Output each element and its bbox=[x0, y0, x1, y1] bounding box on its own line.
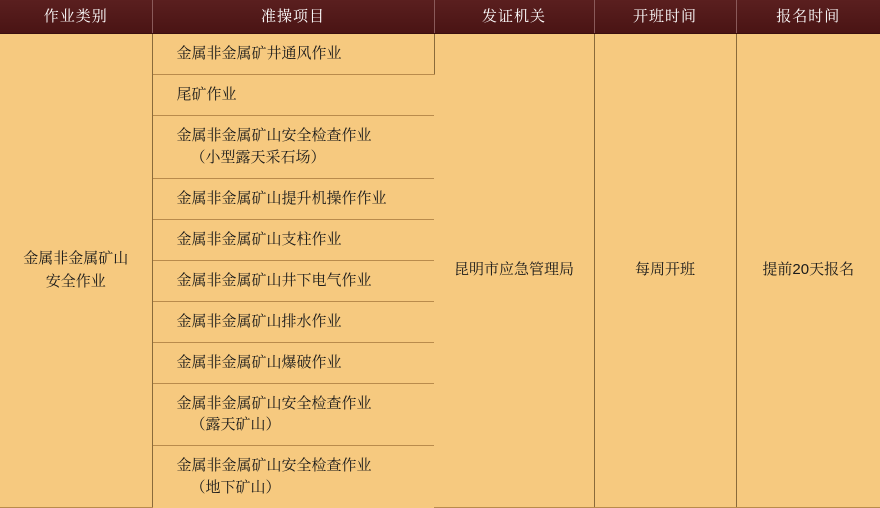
cell-item bbox=[152, 219, 434, 260]
item-line-1: 金属非金属矿山爆破作业 bbox=[176, 353, 342, 371]
item-line-1: 尾矿作业 bbox=[176, 86, 237, 104]
column-header-item: 准操项目 bbox=[152, 0, 434, 34]
table-row bbox=[0, 34, 880, 75]
table-body bbox=[0, 34, 880, 508]
column-header-authority: 发证机关 bbox=[434, 0, 594, 34]
category-line-2: 安全作业 bbox=[45, 272, 106, 290]
item-line-2: （小型露天采石场） bbox=[190, 148, 326, 166]
table-header bbox=[0, 0, 880, 34]
cell-item bbox=[152, 383, 434, 446]
cell-item bbox=[152, 116, 434, 179]
cell-category bbox=[0, 34, 152, 508]
item-line-1: 金属非金属矿山提升机操作作业 bbox=[176, 189, 387, 207]
cell-class-time: 每周开班 bbox=[594, 34, 736, 508]
cell-signup-time: 提前20天报名 bbox=[736, 34, 880, 508]
item-line-1: 金属非金属矿井通风作业 bbox=[176, 45, 342, 63]
item-line-2: （地下矿山） bbox=[190, 478, 281, 496]
column-header-class-time: 开班时间 bbox=[594, 0, 736, 34]
cell-item bbox=[152, 446, 434, 508]
cell-item bbox=[152, 34, 434, 75]
item-line-2: （露天矿山） bbox=[190, 416, 281, 434]
column-header-category: 作业类别 bbox=[0, 0, 152, 34]
item-line-1: 金属非金属矿山排水作业 bbox=[176, 312, 342, 330]
item-line-1: 金属非金属矿山安全检查作业 bbox=[176, 127, 372, 144]
column-header-signup-time: 报名时间 bbox=[736, 0, 880, 34]
cell-authority: 昆明市应急管理局 bbox=[434, 34, 594, 508]
table-header-row bbox=[0, 0, 880, 34]
cell-item bbox=[152, 260, 434, 301]
item-line-1: 金属非金属矿山井下电气作业 bbox=[176, 271, 372, 289]
category-line-1: 金属非金属矿山 bbox=[23, 250, 129, 267]
cell-item bbox=[152, 75, 434, 116]
item-line-1: 金属非金属矿山支柱作业 bbox=[176, 230, 342, 248]
cell-item bbox=[152, 342, 434, 383]
item-line-1: 金属非金属矿山安全检查作业 bbox=[176, 394, 372, 412]
item-line-1: 金属非金属矿山安全检查作业 bbox=[176, 457, 372, 474]
cell-item bbox=[152, 301, 434, 342]
cell-item bbox=[152, 178, 434, 219]
